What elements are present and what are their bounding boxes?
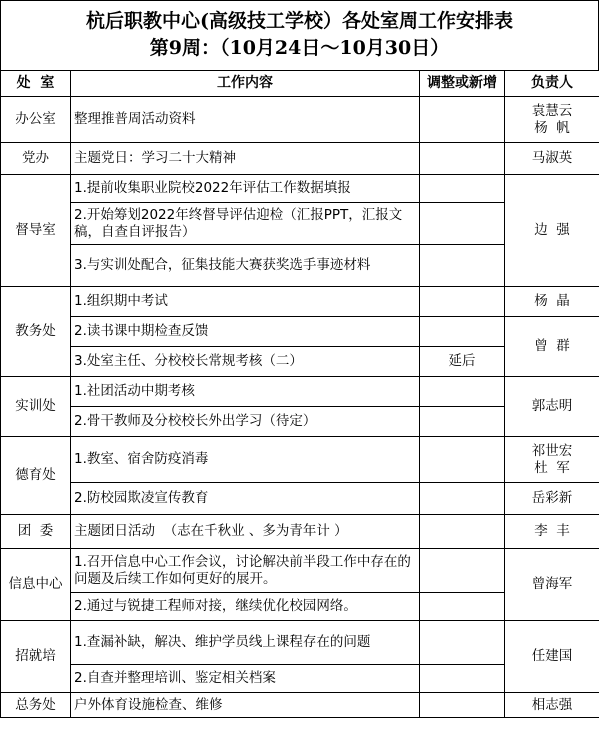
task-academic-2: 2.读书课中期检查反馈 <box>71 317 420 347</box>
owner-league: 李 丰 <box>505 515 599 549</box>
adjust-cell <box>420 203 505 245</box>
task-enroll-2: 2.自查并整理培训、鉴定相关档案 <box>71 665 420 693</box>
owner-academic-1: 杨 晶 <box>505 287 599 317</box>
dept-moral: 德育处 <box>1 437 71 515</box>
header-dept: 处 室 <box>1 71 71 97</box>
adjust-cell <box>420 175 505 203</box>
task-supervision-1: 1.提前收集职业院校2022年评估工作数据填报 <box>71 175 420 203</box>
adjust-cell <box>420 377 505 407</box>
table-row <box>1 175 599 203</box>
owner-moral-1 <box>505 437 599 483</box>
owner-info: 曾海军 <box>505 549 599 621</box>
adjust-cell <box>420 665 505 693</box>
table-row <box>1 377 599 407</box>
table-row <box>1 287 599 317</box>
owner-name: 杜 军 <box>534 459 570 476</box>
owner-name: 袁慧云 <box>531 102 573 119</box>
table-row <box>1 621 599 665</box>
adjust-cell <box>420 317 505 347</box>
owner-academic-2: 曾 群 <box>505 317 599 377</box>
owner-name: 杨 帆 <box>534 119 570 136</box>
table-row <box>1 693 599 718</box>
adjust-academic-3: 延后 <box>420 347 505 377</box>
dept-general: 总务处 <box>1 693 71 718</box>
dept-info: 信息中心 <box>1 549 71 621</box>
adjust-cell <box>420 437 505 483</box>
adjust-cell <box>420 621 505 665</box>
task-supervision-3: 3.与实训处配合，征集技能大赛获奖选手事迹材料 <box>71 245 420 287</box>
task-office: 整理推普周活动资料 <box>71 97 420 143</box>
header-content: 工作内容 <box>71 71 420 97</box>
owner-moral-2: 岳彩新 <box>505 483 599 515</box>
adjust-cell <box>420 693 505 718</box>
owner-general: 相志强 <box>505 693 599 718</box>
task-info-1: 1.召开信息中心工作会议，讨论解决前半段工作中存在的问题及后续工作如何更好的展开。 <box>71 549 420 593</box>
owner-supervision: 边 强 <box>505 175 599 287</box>
task-league: 主题团日活动 （志在千秋业 、多为青年计 ） <box>71 515 420 549</box>
adjust-cell <box>420 245 505 287</box>
task-moral-2: 2.防校园欺凌宣传教育 <box>71 483 420 515</box>
header-adjust: 调整或新增 <box>420 71 505 97</box>
sheet-title: 杭后职教中心(高级技工学校）各处室周工作安排表 <box>86 10 513 32</box>
dept-training: 实训处 <box>1 377 71 437</box>
owner-enroll: 任建国 <box>505 621 599 693</box>
dept-league: 团 委 <box>1 515 71 549</box>
adjust-cell <box>420 287 505 317</box>
adjust-cell <box>420 97 505 143</box>
task-moral-1: 1.教室、宿舍防疫消毒 <box>71 437 420 483</box>
table-row <box>1 549 599 593</box>
task-party: 主题党日：学习二十大精神 <box>71 143 420 175</box>
dept-supervision: 督导室 <box>1 175 71 287</box>
task-academic-1: 1.组织期中考试 <box>71 287 420 317</box>
dept-enroll: 招就培 <box>1 621 71 693</box>
title-block <box>0 0 599 70</box>
task-general: 户外体育设施检查、维修 <box>71 693 420 718</box>
adjust-cell <box>420 549 505 593</box>
task-training-2: 2.骨干教师及分校校长外出学习（待定） <box>71 407 420 437</box>
adjust-cell <box>420 407 505 437</box>
table-row <box>1 437 599 483</box>
table-row <box>1 143 599 175</box>
table-row <box>1 317 599 347</box>
header-row <box>1 71 599 97</box>
dept-office: 办公室 <box>1 97 71 143</box>
table-row <box>1 515 599 549</box>
task-training-1: 1.社团活动中期考核 <box>71 377 420 407</box>
table-row <box>1 483 599 515</box>
schedule-table <box>0 70 599 718</box>
task-academic-3: 3.处室主任、分校校长常规考核（二） <box>71 347 420 377</box>
owner-party: 马淑英 <box>505 143 599 175</box>
owner-name: 祁世宏 <box>531 442 573 459</box>
owner-training: 郭志明 <box>505 377 599 437</box>
dept-academic: 教务处 <box>1 287 71 377</box>
dept-party: 党办 <box>1 143 71 175</box>
header-owner: 负责人 <box>505 71 599 97</box>
owner-office <box>505 97 599 143</box>
task-supervision-2: 2.开始筹划2022年终督导评估迎检（汇报PPT，汇报文稿，自查自评报告） <box>71 203 420 245</box>
task-enroll-1: 1.查漏补缺，解决、维护学员线上课程存在的问题 <box>71 621 420 665</box>
adjust-cell <box>420 515 505 549</box>
adjust-cell <box>420 483 505 515</box>
week-range: 第9周：（10月24日～10月30日） <box>149 37 450 59</box>
task-info-2: 2.通过与锐捷工程师对接，继续优化校园网络。 <box>71 593 420 621</box>
table-row <box>1 97 599 143</box>
adjust-cell <box>420 593 505 621</box>
adjust-cell <box>420 143 505 175</box>
